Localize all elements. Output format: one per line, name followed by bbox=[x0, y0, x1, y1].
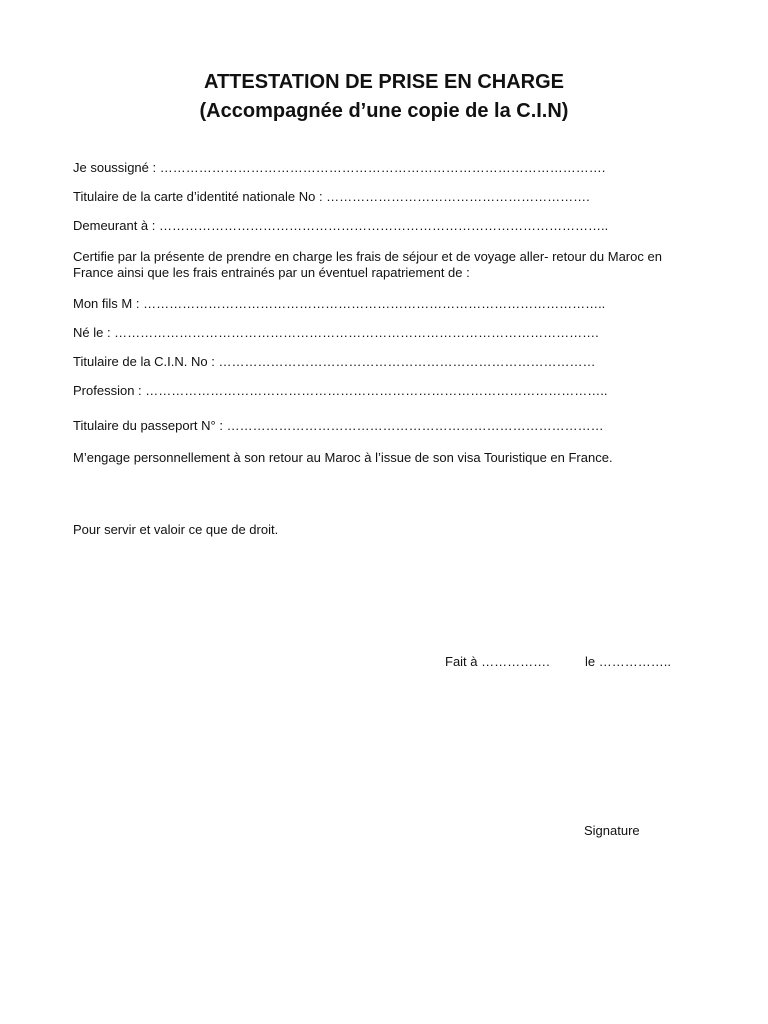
closing-text: Pour servir et valoir ce que de droit. bbox=[73, 522, 279, 537]
field-ne-le: Né le : …………………………………………………………………………………………………. bbox=[73, 325, 599, 340]
signature-label: Signature bbox=[584, 823, 640, 838]
field-titulaire-carte: Titulaire de la carte d’identité nationale No : ……………………………………………………. bbox=[73, 189, 590, 204]
field-soussigne: Je soussigné : …………………………………………………………………………………………. bbox=[73, 160, 606, 175]
date-field: le …………….. bbox=[585, 654, 671, 669]
engagement-text: M’engage personnellement à son retour au Maroc à l’issue de son visa Touristique en France. bbox=[73, 450, 613, 465]
field-passeport: Titulaire du passeport N° : …………………………………………………………………………… bbox=[73, 418, 604, 433]
field-demeurant: Demeurant à : ………………………………………………………………………………………….. bbox=[73, 218, 609, 233]
field-titulaire-cin: Titulaire de la C.I.N. No : …………………………………………………………………………… bbox=[73, 354, 596, 369]
document-subtitle: (Accompagnée d’une copie de la C.I.N) bbox=[199, 100, 569, 122]
fait-a-field: Fait à ……………. bbox=[445, 654, 550, 669]
field-profession: Profession : …………………………………………………………………………………………….. bbox=[73, 383, 608, 398]
document-title: ATTESTATION DE PRISE EN CHARGE bbox=[203, 71, 565, 93]
certify-paragraph: Certifie par la présente de prendre en charge les frais de séjour et de voyage aller- retour du Maroc en France ainsi que les frais entrainés par un éventuel rapatriement de : bbox=[73, 249, 662, 280]
field-fils: Mon fils M : …………………………………………………………………………………………….. bbox=[73, 296, 606, 311]
